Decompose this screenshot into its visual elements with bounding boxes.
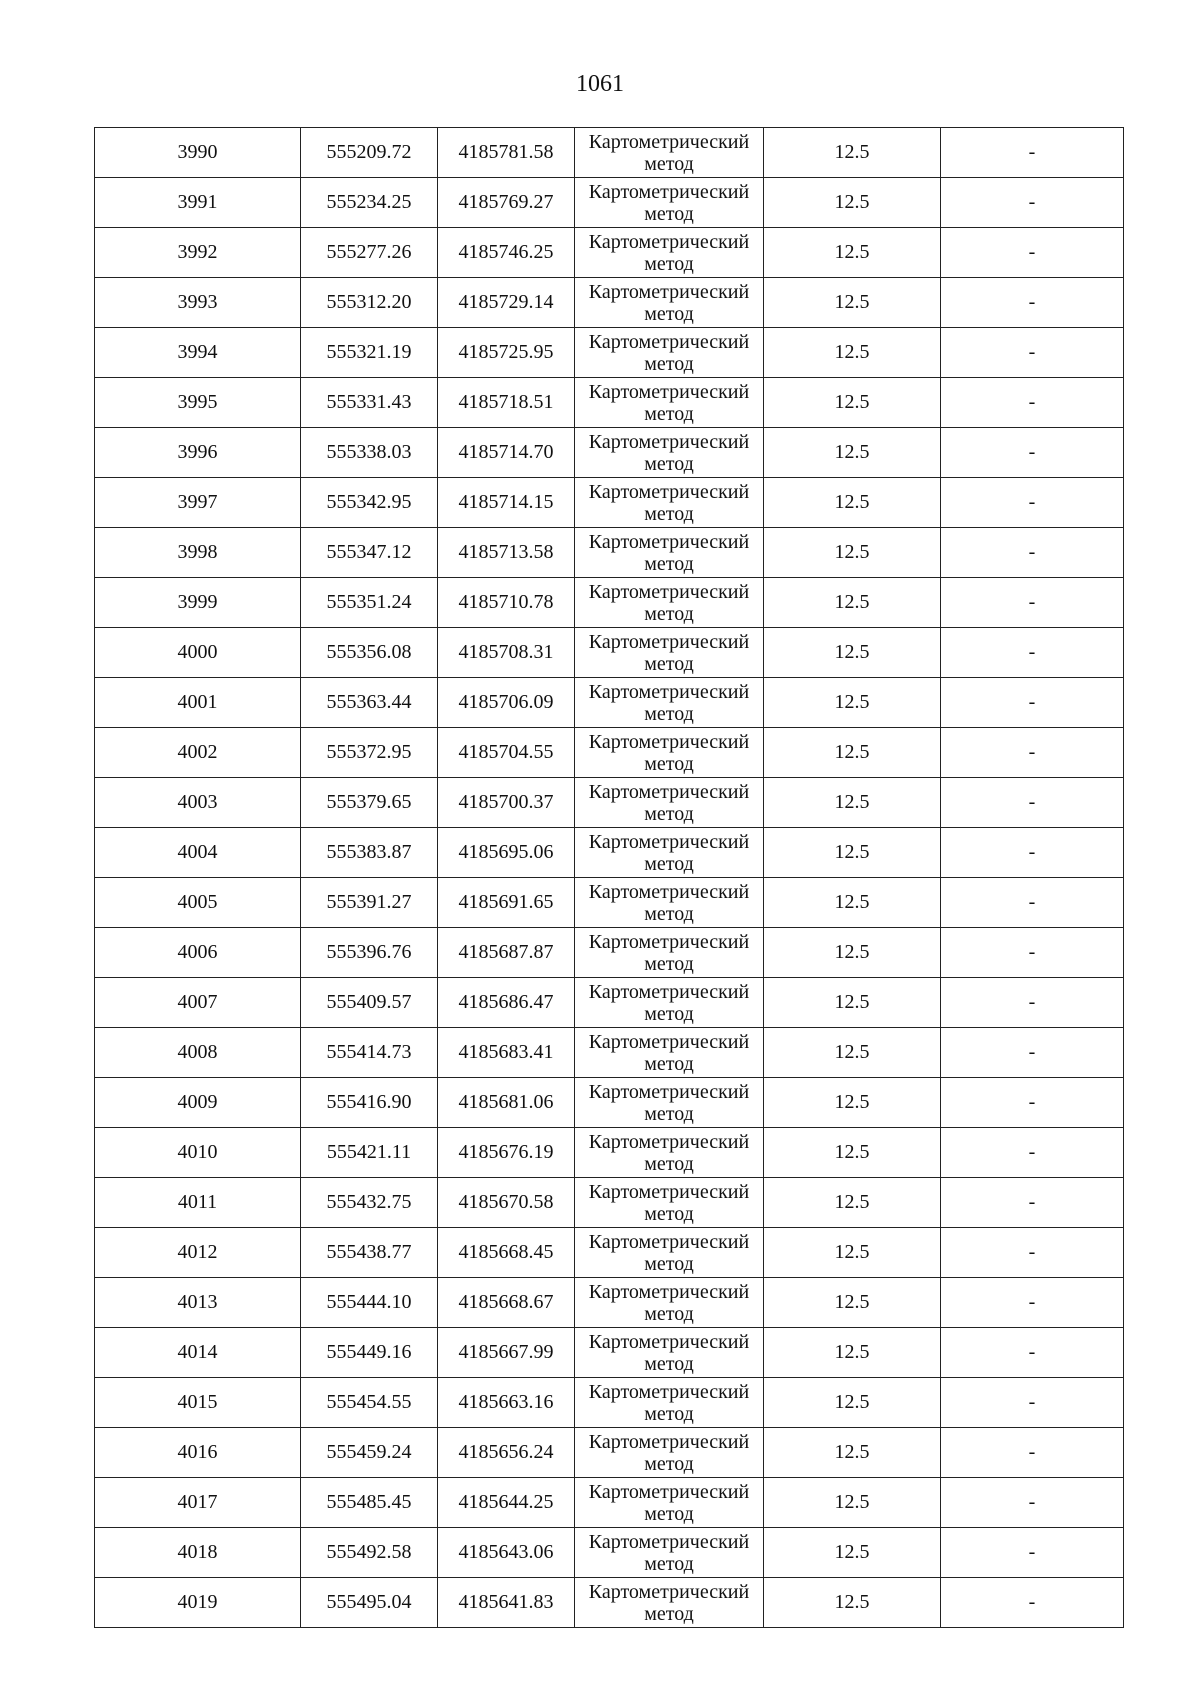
- method-line-2: метод: [644, 252, 694, 275]
- point-id-cell: 4005: [95, 878, 301, 928]
- method-line-2: метод: [644, 452, 694, 475]
- point-id-cell: 3991: [95, 178, 301, 228]
- method-line-2: метод: [644, 1452, 694, 1475]
- point-id-cell: 3994: [95, 328, 301, 378]
- point-id-cell: 4000: [95, 628, 301, 678]
- point-id-cell: 3999: [95, 578, 301, 628]
- method-cell: [575, 428, 764, 478]
- method-line-1: Картометрический: [588, 1280, 750, 1303]
- method-line-2: метод: [644, 1552, 694, 1575]
- table-row: [95, 278, 1124, 328]
- x-coordinate-cell: 555396.76: [301, 928, 438, 978]
- method-cell: [575, 1028, 764, 1078]
- method-cell: [575, 578, 764, 628]
- method-line-2: метод: [644, 1302, 694, 1325]
- point-id-cell: 4010: [95, 1128, 301, 1178]
- y-coordinate-cell: 4185644.25: [438, 1478, 575, 1528]
- note-cell: -: [941, 1478, 1124, 1528]
- method-cell: [575, 1178, 764, 1228]
- note-cell: -: [941, 228, 1124, 278]
- table-row: [95, 478, 1124, 528]
- y-coordinate-cell: 4185686.47: [438, 978, 575, 1028]
- note-cell: -: [941, 728, 1124, 778]
- method-cell: [575, 228, 764, 278]
- accuracy-cell: 12.5: [764, 1028, 941, 1078]
- accuracy-cell: 12.5: [764, 228, 941, 278]
- table-row: [95, 1128, 1124, 1178]
- x-coordinate-cell: 555356.08: [301, 628, 438, 678]
- y-coordinate-cell: 4185663.16: [438, 1378, 575, 1428]
- point-id-cell: 4001: [95, 678, 301, 728]
- y-coordinate-cell: 4185714.15: [438, 478, 575, 528]
- method-line-1: Картометрический: [588, 180, 750, 203]
- method-line-1: Картометрический: [588, 430, 750, 453]
- table-row: [95, 1328, 1124, 1378]
- method-line-1: Картометрический: [588, 330, 750, 353]
- table-row: [95, 978, 1124, 1028]
- point-id-cell: 4015: [95, 1378, 301, 1428]
- y-coordinate-cell: 4185676.19: [438, 1128, 575, 1178]
- x-coordinate-cell: 555391.27: [301, 878, 438, 928]
- point-id-cell: 4012: [95, 1228, 301, 1278]
- method-line-2: метод: [644, 352, 694, 375]
- note-cell: -: [941, 328, 1124, 378]
- method-line-1: Картометрический: [588, 1030, 750, 1053]
- method-line-2: метод: [644, 552, 694, 575]
- method-line-1: Картометрический: [588, 1130, 750, 1153]
- page-number: 1061: [576, 71, 624, 97]
- point-id-cell: 4017: [95, 1478, 301, 1528]
- method-line-1: Картометрический: [588, 130, 750, 153]
- method-cell: [575, 728, 764, 778]
- method-line-1: Картометрический: [588, 1230, 750, 1253]
- method-line-1: Картометрический: [588, 1480, 750, 1503]
- y-coordinate-cell: 4185687.87: [438, 928, 575, 978]
- point-id-cell: 4013: [95, 1278, 301, 1328]
- note-cell: -: [941, 1278, 1124, 1328]
- note-cell: -: [941, 378, 1124, 428]
- x-coordinate-cell: 555234.25: [301, 178, 438, 228]
- method-line-1: Картометрический: [588, 980, 750, 1003]
- method-cell: [575, 1278, 764, 1328]
- x-coordinate-cell: 555331.43: [301, 378, 438, 428]
- y-coordinate-cell: 4185681.06: [438, 1078, 575, 1128]
- x-coordinate-cell: 555383.87: [301, 828, 438, 878]
- method-line-1: Картометрический: [588, 680, 750, 703]
- accuracy-cell: 12.5: [764, 678, 941, 728]
- accuracy-cell: 12.5: [764, 428, 941, 478]
- method-line-1: Картометрический: [588, 580, 750, 603]
- note-cell: -: [941, 1078, 1124, 1128]
- note-cell: -: [941, 428, 1124, 478]
- table-row: [95, 1078, 1124, 1128]
- method-line-1: Картометрический: [588, 530, 750, 553]
- method-line-2: метод: [644, 652, 694, 675]
- x-coordinate-cell: 555485.45: [301, 1478, 438, 1528]
- method-line-2: метод: [644, 1102, 694, 1125]
- method-line-1: Картометрический: [588, 1330, 750, 1353]
- y-coordinate-cell: 4185706.09: [438, 678, 575, 728]
- table-row: [95, 678, 1124, 728]
- table-row: [95, 128, 1124, 178]
- x-coordinate-cell: 555438.77: [301, 1228, 438, 1278]
- table-row: [95, 1278, 1124, 1328]
- accuracy-cell: 12.5: [764, 1178, 941, 1228]
- accuracy-cell: 12.5: [764, 1078, 941, 1128]
- method-line-1: Картометрический: [588, 830, 750, 853]
- method-line-2: метод: [644, 1402, 694, 1425]
- accuracy-cell: 12.5: [764, 928, 941, 978]
- accuracy-cell: 12.5: [764, 878, 941, 928]
- accuracy-cell: 12.5: [764, 578, 941, 628]
- y-coordinate-cell: 4185667.99: [438, 1328, 575, 1378]
- x-coordinate-cell: 555421.11: [301, 1128, 438, 1178]
- x-coordinate-cell: 555454.55: [301, 1378, 438, 1428]
- table-row: [95, 1028, 1124, 1078]
- y-coordinate-cell: 4185668.67: [438, 1278, 575, 1328]
- x-coordinate-cell: 555363.44: [301, 678, 438, 728]
- method-line-2: метод: [644, 852, 694, 875]
- method-cell: [575, 328, 764, 378]
- accuracy-cell: 12.5: [764, 1278, 941, 1328]
- accuracy-cell: 12.5: [764, 978, 941, 1028]
- point-id-cell: 4009: [95, 1078, 301, 1128]
- note-cell: -: [941, 1178, 1124, 1228]
- method-line-1: Картометрический: [588, 880, 750, 903]
- note-cell: -: [941, 1128, 1124, 1178]
- x-coordinate-cell: 555379.65: [301, 778, 438, 828]
- method-line-1: Картометрический: [588, 1380, 750, 1403]
- x-coordinate-cell: 555338.03: [301, 428, 438, 478]
- y-coordinate-cell: 4185718.51: [438, 378, 575, 428]
- y-coordinate-cell: 4185700.37: [438, 778, 575, 828]
- note-cell: -: [941, 978, 1124, 1028]
- accuracy-cell: 12.5: [764, 628, 941, 678]
- method-cell: [575, 628, 764, 678]
- table-row: [95, 578, 1124, 628]
- note-cell: -: [941, 1578, 1124, 1628]
- note-cell: -: [941, 778, 1124, 828]
- method-cell: [575, 1128, 764, 1178]
- table-row: [95, 878, 1124, 928]
- table-row: [95, 1478, 1124, 1528]
- point-id-cell: 4018: [95, 1528, 301, 1578]
- note-cell: -: [941, 478, 1124, 528]
- accuracy-cell: 12.5: [764, 778, 941, 828]
- y-coordinate-cell: 4185725.95: [438, 328, 575, 378]
- accuracy-cell: 12.5: [764, 1528, 941, 1578]
- x-coordinate-cell: 555347.12: [301, 528, 438, 578]
- accuracy-cell: 12.5: [764, 728, 941, 778]
- x-coordinate-cell: 555492.58: [301, 1528, 438, 1578]
- accuracy-cell: 12.5: [764, 128, 941, 178]
- y-coordinate-cell: 4185643.06: [438, 1528, 575, 1578]
- x-coordinate-cell: 555277.26: [301, 228, 438, 278]
- table-row: [95, 328, 1124, 378]
- method-line-1: Картометрический: [588, 380, 750, 403]
- x-coordinate-cell: 555351.24: [301, 578, 438, 628]
- point-id-cell: 3993: [95, 278, 301, 328]
- method-cell: [575, 978, 764, 1028]
- method-line-1: Картометрический: [588, 630, 750, 653]
- y-coordinate-cell: 4185656.24: [438, 1428, 575, 1478]
- x-coordinate-cell: 555444.10: [301, 1278, 438, 1328]
- y-coordinate-cell: 4185704.55: [438, 728, 575, 778]
- x-coordinate-cell: 555495.04: [301, 1578, 438, 1628]
- method-cell: [575, 1428, 764, 1478]
- accuracy-cell: 12.5: [764, 178, 941, 228]
- method-line-2: метод: [644, 952, 694, 975]
- x-coordinate-cell: 555416.90: [301, 1078, 438, 1128]
- method-line-2: метод: [644, 702, 694, 725]
- method-cell: [575, 878, 764, 928]
- point-id-cell: 4011: [95, 1178, 301, 1228]
- point-id-cell: 4007: [95, 978, 301, 1028]
- point-id-cell: 4004: [95, 828, 301, 878]
- method-line-2: метод: [644, 1052, 694, 1075]
- y-coordinate-cell: 4185769.27: [438, 178, 575, 228]
- note-cell: -: [941, 178, 1124, 228]
- x-coordinate-cell: 555459.24: [301, 1428, 438, 1478]
- x-coordinate-cell: 555372.95: [301, 728, 438, 778]
- method-cell: [575, 178, 764, 228]
- method-cell: [575, 778, 764, 828]
- method-line-2: метод: [644, 302, 694, 325]
- point-id-cell: 4019: [95, 1578, 301, 1628]
- note-cell: -: [941, 278, 1124, 328]
- method-line-1: Картометрический: [588, 1430, 750, 1453]
- x-coordinate-cell: 555209.72: [301, 128, 438, 178]
- table-row: [95, 1228, 1124, 1278]
- method-line-1: Картометрический: [588, 280, 750, 303]
- y-coordinate-cell: 4185641.83: [438, 1578, 575, 1628]
- x-coordinate-cell: 555321.19: [301, 328, 438, 378]
- accuracy-cell: 12.5: [764, 528, 941, 578]
- method-line-2: метод: [644, 752, 694, 775]
- method-cell: [575, 1078, 764, 1128]
- accuracy-cell: 12.5: [764, 278, 941, 328]
- method-line-2: метод: [644, 902, 694, 925]
- method-cell: [575, 378, 764, 428]
- method-line-1: Картометрический: [588, 1580, 750, 1603]
- method-line-2: метод: [644, 602, 694, 625]
- x-coordinate-cell: 555312.20: [301, 278, 438, 328]
- method-cell: [575, 1478, 764, 1528]
- table-row: [95, 628, 1124, 678]
- y-coordinate-cell: 4185695.06: [438, 828, 575, 878]
- method-cell: [575, 1378, 764, 1428]
- table-row: [95, 1378, 1124, 1428]
- point-id-cell: 4006: [95, 928, 301, 978]
- note-cell: -: [941, 1528, 1124, 1578]
- method-cell: [575, 928, 764, 978]
- table-row: [95, 728, 1124, 778]
- accuracy-cell: 12.5: [764, 378, 941, 428]
- method-line-1: Картометрический: [588, 230, 750, 253]
- x-coordinate-cell: 555432.75: [301, 1178, 438, 1228]
- table-row: [95, 928, 1124, 978]
- method-line-1: Картометрический: [588, 480, 750, 503]
- point-id-cell: 4014: [95, 1328, 301, 1378]
- x-coordinate-cell: 555409.57: [301, 978, 438, 1028]
- y-coordinate-cell: 4185746.25: [438, 228, 575, 278]
- y-coordinate-cell: 4185683.41: [438, 1028, 575, 1078]
- table-row: [95, 1428, 1124, 1478]
- method-cell: [575, 478, 764, 528]
- y-coordinate-cell: 4185668.45: [438, 1228, 575, 1278]
- method-cell: [575, 1228, 764, 1278]
- note-cell: -: [941, 528, 1124, 578]
- table-body: [95, 128, 1124, 1628]
- method-line-2: метод: [644, 1252, 694, 1275]
- y-coordinate-cell: 4185781.58: [438, 128, 575, 178]
- note-cell: -: [941, 928, 1124, 978]
- y-coordinate-cell: 4185710.78: [438, 578, 575, 628]
- table-row: [95, 778, 1124, 828]
- method-line-1: Картометрический: [588, 930, 750, 953]
- note-cell: -: [941, 878, 1124, 928]
- method-cell: [575, 1328, 764, 1378]
- table-row: [95, 228, 1124, 278]
- table-row: [95, 1178, 1124, 1228]
- method-line-2: метод: [644, 1002, 694, 1025]
- point-id-cell: 4002: [95, 728, 301, 778]
- method-line-2: метод: [644, 152, 694, 175]
- method-line-2: метод: [644, 1602, 694, 1625]
- x-coordinate-cell: 555449.16: [301, 1328, 438, 1378]
- method-cell: [575, 678, 764, 728]
- note-cell: -: [941, 678, 1124, 728]
- note-cell: -: [941, 1328, 1124, 1378]
- method-cell: [575, 278, 764, 328]
- table-row: [95, 828, 1124, 878]
- y-coordinate-cell: 4185729.14: [438, 278, 575, 328]
- point-id-cell: 3992: [95, 228, 301, 278]
- method-line-1: Картометрический: [588, 780, 750, 803]
- coordinates-table: [94, 127, 1124, 1628]
- y-coordinate-cell: 4185714.70: [438, 428, 575, 478]
- method-cell: [575, 828, 764, 878]
- method-line-2: метод: [644, 1352, 694, 1375]
- x-coordinate-cell: 555414.73: [301, 1028, 438, 1078]
- table-row: [95, 1578, 1124, 1628]
- accuracy-cell: 12.5: [764, 1128, 941, 1178]
- accuracy-cell: 12.5: [764, 478, 941, 528]
- table-row: [95, 178, 1124, 228]
- y-coordinate-cell: 4185708.31: [438, 628, 575, 678]
- note-cell: -: [941, 1028, 1124, 1078]
- note-cell: -: [941, 1228, 1124, 1278]
- point-id-cell: 3996: [95, 428, 301, 478]
- point-id-cell: 3998: [95, 528, 301, 578]
- note-cell: -: [941, 128, 1124, 178]
- method-line-2: метод: [644, 1152, 694, 1175]
- accuracy-cell: 12.5: [764, 828, 941, 878]
- accuracy-cell: 12.5: [764, 1578, 941, 1628]
- method-line-2: метод: [644, 1202, 694, 1225]
- table-row: [95, 528, 1124, 578]
- method-line-2: метод: [644, 802, 694, 825]
- method-line-2: метод: [644, 1502, 694, 1525]
- table-row: [95, 1528, 1124, 1578]
- point-id-cell: 4016: [95, 1428, 301, 1478]
- method-cell: [575, 128, 764, 178]
- point-id-cell: 3990: [95, 128, 301, 178]
- note-cell: -: [941, 1428, 1124, 1478]
- method-line-1: Картометрический: [588, 1080, 750, 1103]
- method-line-1: Картометрический: [588, 1180, 750, 1203]
- method-cell: [575, 1578, 764, 1628]
- method-cell: [575, 1528, 764, 1578]
- accuracy-cell: 12.5: [764, 1378, 941, 1428]
- y-coordinate-cell: 4185713.58: [438, 528, 575, 578]
- table-row: [95, 378, 1124, 428]
- point-id-cell: 3995: [95, 378, 301, 428]
- point-id-cell: 3997: [95, 478, 301, 528]
- table-row: [95, 428, 1124, 478]
- accuracy-cell: 12.5: [764, 328, 941, 378]
- point-id-cell: 4003: [95, 778, 301, 828]
- note-cell: -: [941, 578, 1124, 628]
- accuracy-cell: 12.5: [764, 1428, 941, 1478]
- note-cell: -: [941, 828, 1124, 878]
- accuracy-cell: 12.5: [764, 1328, 941, 1378]
- method-line-1: Картометрический: [588, 1530, 750, 1553]
- y-coordinate-cell: 4185670.58: [438, 1178, 575, 1228]
- accuracy-cell: 12.5: [764, 1228, 941, 1278]
- accuracy-cell: 12.5: [764, 1478, 941, 1528]
- method-line-2: метод: [644, 502, 694, 525]
- method-cell: [575, 528, 764, 578]
- y-coordinate-cell: 4185691.65: [438, 878, 575, 928]
- method-line-2: метод: [644, 402, 694, 425]
- note-cell: -: [941, 628, 1124, 678]
- method-line-1: Картометрический: [588, 730, 750, 753]
- point-id-cell: 4008: [95, 1028, 301, 1078]
- note-cell: -: [941, 1378, 1124, 1428]
- method-line-2: метод: [644, 202, 694, 225]
- x-coordinate-cell: 555342.95: [301, 478, 438, 528]
